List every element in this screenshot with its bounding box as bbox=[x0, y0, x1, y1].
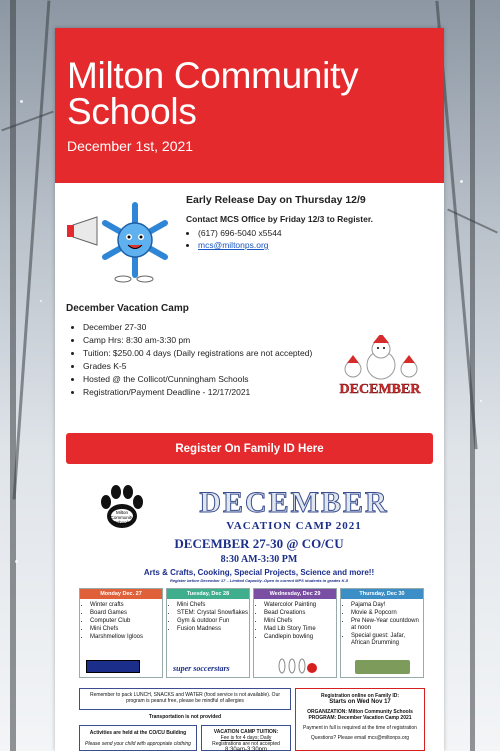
day-header: Tuesday, Dec 28 bbox=[167, 589, 249, 599]
tuition-note: Registrations are not accepted bbox=[212, 741, 280, 747]
list-item: • Fusion Madness bbox=[177, 626, 249, 633]
flyer-registration-note: Register before December 17 – Limited Capacity–Open to current MPS students in grades K-5 bbox=[169, 578, 349, 583]
vacation-camp-section bbox=[55, 293, 444, 415]
list-item: • Bead Creations bbox=[264, 610, 336, 617]
registration-online: Registration online on Family ID: bbox=[320, 693, 400, 699]
registration-box bbox=[295, 688, 425, 751]
day-card-thursday bbox=[340, 588, 424, 678]
tuition-hours: 8:30am-3:30pm bbox=[224, 747, 268, 751]
list-item: • Mini Chefs bbox=[90, 626, 162, 633]
list-item: • Pajama Day! bbox=[351, 602, 423, 609]
snowflake-megaphone-icon bbox=[65, 195, 175, 285]
tuition-heading: VACATION CAMP TUITION: bbox=[213, 729, 279, 735]
paw-logo-label: Milton Community Schools bbox=[110, 510, 134, 525]
list-item: • Winter crafts bbox=[90, 602, 162, 609]
list-item: • Camp Hrs: 8:30 am-3:30 pm bbox=[83, 335, 433, 345]
jeopardy-badge: JEOPARDY! bbox=[86, 660, 140, 673]
registration-payment: Payment in full is required at the time of registration bbox=[303, 725, 417, 731]
flyer-dates: DECEMBER 27-30 @ CO/CU bbox=[174, 536, 344, 551]
december-art-text: DECEMBER bbox=[339, 382, 421, 397]
list-item: • Registration/Payment Deadline - 12/17/2021 bbox=[83, 387, 433, 397]
registration-questions: Questions? Please email mcs@miltonps.org bbox=[310, 735, 410, 741]
list-item: • Mini Chefs bbox=[264, 618, 336, 625]
day-card-wednesday bbox=[253, 588, 337, 678]
early-release-info bbox=[186, 194, 436, 252]
list-item: • Hosted @ the Collicot/Cunningham Schools bbox=[83, 374, 433, 384]
list-item: • Computer Club bbox=[90, 618, 162, 625]
remember-box bbox=[79, 688, 291, 710]
newsletter-date: December 1st, 2021 bbox=[67, 138, 194, 154]
remember-text: Remember to pack LUNCH, SNACKS and WATER (food service is not available). Our program is peanut free, please be mindful of allergies bbox=[89, 692, 281, 704]
flyer-activities-summary: Arts & Crafts, Cooking, Special Projects, Science and more!! bbox=[143, 568, 375, 577]
contact-email-link[interactable]: mcs@miltonps.org bbox=[198, 240, 269, 250]
day-card-monday bbox=[79, 588, 163, 678]
day-card-tuesday bbox=[166, 588, 250, 678]
activities-text: Activities are held at the CO/CU Building bbox=[89, 730, 187, 736]
contact-list bbox=[198, 228, 436, 250]
day-header: Wednesday, Dec 29 bbox=[254, 589, 336, 599]
transport-text: Transportation is not provided bbox=[148, 714, 222, 720]
flyer-december-title: DECEMBER bbox=[199, 486, 389, 519]
tuition-box bbox=[201, 725, 291, 751]
page-title: Milton Community Schools bbox=[67, 55, 359, 132]
register-button-wrap bbox=[55, 415, 444, 464]
flyer-content bbox=[69, 478, 430, 751]
newsletter-card bbox=[55, 28, 444, 751]
vacation-camp-heading: December Vacation Camp bbox=[66, 303, 189, 314]
flyer-subtitle: VACATION CAMP 2021 bbox=[226, 520, 362, 532]
contact-phone: • (617) 696-5040 x5544 bbox=[198, 228, 436, 238]
list-item: • December 27-30 bbox=[83, 322, 433, 332]
day-header: Monday Dec. 27 bbox=[80, 589, 162, 599]
activities-box bbox=[79, 725, 197, 751]
list-item: • Movie & Popcorn bbox=[351, 610, 423, 617]
early-release-subheading: Contact MCS Office by Friday 12/3 to Register. bbox=[186, 214, 374, 224]
flyer-hours: 8:30 AM-3:30 PM bbox=[220, 554, 298, 565]
list-item: • Candlepin bowling bbox=[264, 634, 336, 641]
list-item: • Tuition: $250.00 4 days (Daily registrations are not accepted) bbox=[83, 348, 433, 358]
list-item: • Mini Chefs bbox=[177, 602, 249, 609]
december-snowmen-image bbox=[333, 335, 428, 405]
list-item: • Watercolor Painting bbox=[264, 602, 336, 609]
early-release-heading: Early Release Day on Thursday 12/9 bbox=[186, 194, 366, 206]
list-item: • Grades K-5 bbox=[83, 361, 433, 371]
list-item: • Board Games bbox=[90, 610, 162, 617]
contact-email-item bbox=[198, 240, 436, 250]
tuition-fee: Fee is for 4 days; Daily bbox=[220, 735, 272, 741]
send-child-text: Please send your child with appropriate clothing bbox=[85, 741, 191, 747]
header-banner bbox=[55, 28, 444, 183]
registration-start: Starts on Wed Nov 17 bbox=[329, 699, 391, 705]
register-family-id-button[interactable]: Register On Family ID Here bbox=[66, 433, 433, 464]
transport-box bbox=[79, 714, 291, 722]
bowling-pins-icon bbox=[274, 656, 319, 674]
list-item: • Pre New-Year countdown at noon bbox=[351, 618, 423, 632]
list-item: • Special guest: Jafar, African Drumming bbox=[351, 633, 423, 647]
list-item: • Marshmellow Igloos bbox=[90, 634, 162, 641]
list-item: • Gym & outdoor Fun bbox=[177, 618, 249, 625]
soccerstars-badge: super soccerstars bbox=[173, 664, 230, 673]
list-item: • Mad Lib Story Time bbox=[264, 626, 336, 633]
early-release-section bbox=[55, 183, 444, 293]
day-header: Thursday, Dec 30 bbox=[341, 589, 423, 599]
vacation-camp-flyer bbox=[55, 478, 444, 751]
flyer-day-schedule bbox=[79, 588, 425, 678]
list-item: • STEM: Crystal Snowflakes bbox=[177, 610, 249, 617]
drumming-photo bbox=[355, 660, 410, 674]
registration-org: ORGANIZATION: Milton Community Schools PROGRAM: December Vacation Camp 2021 bbox=[307, 709, 413, 721]
